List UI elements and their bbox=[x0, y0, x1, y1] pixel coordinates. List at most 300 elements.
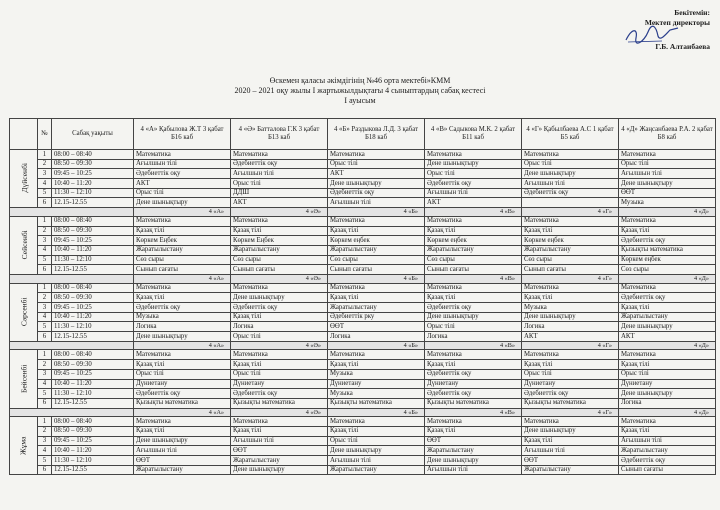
lesson-number: 3 bbox=[38, 369, 52, 379]
subject-cell: Жаратылыстану bbox=[522, 465, 619, 475]
lesson-number: 3 bbox=[38, 436, 52, 446]
subject-cell: Логика bbox=[425, 332, 522, 342]
table-row bbox=[10, 436, 716, 446]
day-cell bbox=[10, 417, 38, 475]
lesson-time: 10:40 – 11:20 bbox=[52, 379, 134, 389]
lesson-time: 09:45 – 10:25 bbox=[52, 236, 134, 246]
lesson-number: 3 bbox=[38, 236, 52, 246]
subject-cell: АКТ bbox=[522, 332, 619, 342]
subject-cell: Математика bbox=[522, 216, 619, 226]
table-row bbox=[10, 446, 716, 456]
table-row bbox=[10, 265, 716, 275]
subject-cell: Ағылшын тілі bbox=[134, 446, 231, 456]
lesson-number: 4 bbox=[38, 379, 52, 389]
day-cell bbox=[10, 350, 38, 408]
table-row bbox=[10, 226, 716, 236]
day-name: Сейсенбі bbox=[19, 230, 29, 260]
subject-cell: ӨӨТ bbox=[134, 456, 231, 466]
lesson-time: 11:30 – 12:10 bbox=[52, 322, 134, 332]
subject-cell: Қазақ тілі bbox=[619, 426, 716, 436]
lesson-time: 09:45 – 10:25 bbox=[52, 169, 134, 179]
subject-cell: Логика bbox=[231, 322, 328, 332]
subject-cell: Жаратылыстану bbox=[328, 303, 425, 313]
class-header-4v: 4 «В» Садыкова М.К. 2 қабат Б11 каб bbox=[425, 119, 522, 150]
subject-cell: Ағылшын тілі bbox=[134, 159, 231, 169]
subject-cell: Математика bbox=[231, 216, 328, 226]
subject-cell: Математика bbox=[522, 417, 619, 427]
separator-blank bbox=[10, 208, 134, 217]
lesson-number: 2 bbox=[38, 426, 52, 436]
subject-cell: Логика bbox=[328, 332, 425, 342]
lesson-time: 08:00 – 08:40 bbox=[52, 283, 134, 293]
subject-cell: Дене шынықтыру bbox=[619, 179, 716, 189]
lesson-number: 2 bbox=[38, 159, 52, 169]
class-header-4a: 4 «А» Қабылова Ж.Т 3 қабат Б16 каб bbox=[134, 119, 231, 150]
subject-cell: Математика bbox=[231, 350, 328, 360]
table-row bbox=[10, 312, 716, 322]
lesson-number: 5 bbox=[38, 389, 52, 399]
subject-cell: Дене шынықтыру bbox=[522, 169, 619, 179]
subject-cell: Ағылшын тілі bbox=[522, 446, 619, 456]
subject-cell: Қазақ тілі bbox=[328, 426, 425, 436]
separator-class-label: 4 «Д» bbox=[619, 208, 716, 217]
lesson-time: 12.15-12.55 bbox=[52, 465, 134, 475]
subject-cell: Дене шынықтыру bbox=[231, 465, 328, 475]
schedule-title: 2020 – 2021 оқу жылы I жартыжылдықтағы 4 сыныптардың сабақ кестесі bbox=[234, 86, 486, 95]
lesson-time: 08:00 – 08:40 bbox=[52, 417, 134, 427]
subject-cell: Ағылшын тілі bbox=[522, 179, 619, 189]
subject-cell: АКТ bbox=[619, 332, 716, 342]
subject-cell: ӨӨТ bbox=[619, 188, 716, 198]
subject-cell: Қызықты математика bbox=[425, 398, 522, 408]
subject-cell: Ағылшын тілі bbox=[425, 465, 522, 475]
day-cell bbox=[10, 283, 38, 341]
lesson-number: 6 bbox=[38, 398, 52, 408]
subject-cell: Қазақ тілі bbox=[425, 360, 522, 370]
subject-cell: Қызықты математика bbox=[522, 398, 619, 408]
subject-cell: Орыс тілі bbox=[425, 169, 522, 179]
approval-position: Мектеп директоры bbox=[644, 18, 710, 27]
subject-cell: Қазақ тілі bbox=[425, 226, 522, 236]
subject-cell: Дене шынықтыру bbox=[134, 332, 231, 342]
subject-cell: Математика bbox=[328, 283, 425, 293]
lesson-number: 1 bbox=[38, 216, 52, 226]
subject-cell: Ағылшын тілі bbox=[425, 188, 522, 198]
subject-cell: Музыка bbox=[134, 312, 231, 322]
lesson-time: 12.15-12.55 bbox=[52, 198, 134, 208]
subject-cell: Математика bbox=[619, 417, 716, 427]
day-cell bbox=[10, 150, 38, 208]
subject-cell: Математика bbox=[134, 150, 231, 160]
day-name: Дүйсенбі bbox=[19, 163, 29, 193]
schedule-table bbox=[9, 118, 716, 475]
subject-cell: АКТ bbox=[231, 198, 328, 208]
subject-cell: Дене шынықтыру bbox=[619, 389, 716, 399]
subject-cell: Ағылшын тілі bbox=[231, 169, 328, 179]
signature-mark bbox=[622, 24, 682, 46]
subject-cell: Қазақ тілі bbox=[231, 360, 328, 370]
class-separator-row bbox=[10, 408, 716, 417]
table-row bbox=[10, 150, 716, 160]
subject-cell: Математика bbox=[619, 216, 716, 226]
separator-class-label: 4 «Ә» bbox=[231, 408, 328, 417]
subject-cell: Әдебиеттік оқу bbox=[425, 303, 522, 313]
school-title: Өскемен қаласы әкімдігінің №46 орта мектебі»КММ bbox=[269, 76, 451, 85]
subject-cell: Дене шынықтыру bbox=[134, 198, 231, 208]
subject-cell: Орыс тілі bbox=[328, 436, 425, 446]
subject-cell: Орыс тілі bbox=[328, 159, 425, 169]
lesson-number: 2 bbox=[38, 293, 52, 303]
subject-cell: Математика bbox=[134, 417, 231, 427]
subject-cell: Ағылшын тілі bbox=[619, 436, 716, 446]
schedule-body bbox=[10, 150, 716, 475]
lesson-number: 2 bbox=[38, 226, 52, 236]
subject-cell: Сынып сағаты bbox=[134, 265, 231, 275]
subject-cell: Дене шынықтыру bbox=[522, 312, 619, 322]
num-header: № bbox=[38, 119, 52, 150]
separator-class-label: 4 «Г» bbox=[522, 274, 619, 283]
separator-class-label: 4 «Б» bbox=[328, 208, 425, 217]
subject-cell: Математика bbox=[522, 150, 619, 160]
subject-cell: Музыка bbox=[328, 389, 425, 399]
lesson-number: 1 bbox=[38, 283, 52, 293]
subject-cell: Орыс тілі bbox=[619, 369, 716, 379]
subject-cell: Математика bbox=[134, 350, 231, 360]
subject-cell: Математика bbox=[328, 216, 425, 226]
table-row bbox=[10, 426, 716, 436]
subject-cell: Жаратылыстану bbox=[134, 245, 231, 255]
lesson-time: 08:50 – 09:30 bbox=[52, 426, 134, 436]
lesson-number: 2 bbox=[38, 360, 52, 370]
subject-cell: Логика bbox=[619, 398, 716, 408]
table-row bbox=[10, 350, 716, 360]
subject-cell: Дене шынықтыру bbox=[619, 322, 716, 332]
subject-cell: Жаратылыстану bbox=[619, 312, 716, 322]
lesson-time: 09:45 – 10:25 bbox=[52, 369, 134, 379]
table-row bbox=[10, 188, 716, 198]
subject-cell: Қазақ тілі bbox=[522, 226, 619, 236]
lesson-number: 5 bbox=[38, 456, 52, 466]
subject-cell: Ағылшын тілі bbox=[619, 169, 716, 179]
separator-class-label: 4 «Ә» bbox=[231, 274, 328, 283]
table-row bbox=[10, 179, 716, 189]
separator-class-label: 4 «А» bbox=[134, 208, 231, 217]
subject-cell: Орыс тілі bbox=[425, 322, 522, 332]
table-row bbox=[10, 369, 716, 379]
separator-blank bbox=[10, 341, 134, 350]
table-row bbox=[10, 398, 716, 408]
lesson-time: 08:00 – 08:40 bbox=[52, 150, 134, 160]
subject-cell: ӨӨТ bbox=[328, 322, 425, 332]
subject-cell: Математика bbox=[134, 216, 231, 226]
lesson-number: 6 bbox=[38, 265, 52, 275]
subject-cell: Қазақ тілі bbox=[328, 226, 425, 236]
table-row bbox=[10, 159, 716, 169]
subject-cell: Сынып сағаты bbox=[231, 265, 328, 275]
subject-cell: Сөз сыры bbox=[425, 255, 522, 265]
subject-cell: Қызықты математика bbox=[619, 245, 716, 255]
table-row bbox=[10, 236, 716, 246]
separator-class-label: 4 «Ә» bbox=[231, 341, 328, 350]
subject-cell: Математика bbox=[522, 283, 619, 293]
subject-cell: Қазақ тілі bbox=[328, 293, 425, 303]
subject-cell: Музыка bbox=[328, 369, 425, 379]
subject-cell: Математика bbox=[231, 283, 328, 293]
subject-cell: Қазақ тілі bbox=[231, 226, 328, 236]
header-row bbox=[10, 119, 716, 150]
approval-title: Бекітемін: bbox=[674, 8, 710, 17]
lesson-number: 1 bbox=[38, 417, 52, 427]
subject-cell: Көркем еңбек bbox=[619, 255, 716, 265]
subject-cell: ДДШ bbox=[231, 188, 328, 198]
day-header bbox=[10, 119, 38, 150]
subject-cell: Көркем еңбек bbox=[425, 236, 522, 246]
subject-cell bbox=[522, 198, 619, 208]
separator-class-label: 4 «Г» bbox=[522, 341, 619, 350]
subject-cell: Қазақ тілі bbox=[328, 360, 425, 370]
class-header-4d: 4 «Д» Жаңсанбаева Р.А. 2 қабат Б8 каб bbox=[619, 119, 716, 150]
subject-cell: Жаратылыстану bbox=[328, 245, 425, 255]
separator-class-label: 4 «Б» bbox=[328, 341, 425, 350]
subject-cell: Дүниетану bbox=[522, 379, 619, 389]
subject-cell: Дене шынықтыру bbox=[231, 293, 328, 303]
subject-cell: Әдебиеттік оқу bbox=[231, 159, 328, 169]
lesson-time: 10:40 – 11:20 bbox=[52, 245, 134, 255]
lesson-number: 4 bbox=[38, 312, 52, 322]
subject-cell: Дене шынықтыру bbox=[328, 446, 425, 456]
subject-cell: Сынып сағаты bbox=[522, 265, 619, 275]
subject-cell: ӨӨТ bbox=[231, 446, 328, 456]
subject-cell: Қазақ тілі bbox=[619, 360, 716, 370]
subject-cell: Қазақ тілі bbox=[134, 293, 231, 303]
lesson-number: 5 bbox=[38, 188, 52, 198]
subject-cell: Математика bbox=[522, 350, 619, 360]
subject-cell: Математика bbox=[231, 150, 328, 160]
subject-cell: Әдебиеттік оқу bbox=[619, 236, 716, 246]
subject-cell: Қазақ тілі bbox=[134, 360, 231, 370]
subject-cell: Әдебиеттік оқу bbox=[425, 179, 522, 189]
separator-class-label: 4 «В» bbox=[425, 341, 522, 350]
lesson-time: 10:40 – 11:20 bbox=[52, 179, 134, 189]
subject-cell: Жаратылыстану bbox=[328, 465, 425, 475]
subject-cell: Орыс тілі bbox=[134, 188, 231, 198]
subject-cell: Орыс тілі bbox=[231, 179, 328, 189]
subject-cell: Дүниетану bbox=[619, 379, 716, 389]
class-header-4ae: 4 «Ә» Батталова Г.К 3 қабат Б13 каб bbox=[231, 119, 328, 150]
subject-cell: Әдебиеттік оқу bbox=[231, 303, 328, 313]
subject-cell: Әдебиеттік оқу bbox=[522, 389, 619, 399]
subject-cell: Математика bbox=[425, 417, 522, 427]
day-name: Сәрсенбі bbox=[19, 297, 29, 327]
subject-cell: ӨӨТ bbox=[425, 436, 522, 446]
approval-name: Г.Б. Алтаибаева bbox=[655, 42, 710, 51]
table-row bbox=[10, 360, 716, 370]
subject-cell: Жаратылыстану bbox=[231, 245, 328, 255]
subject-cell: Қазақ тілі bbox=[231, 426, 328, 436]
subject-cell: Математика bbox=[425, 283, 522, 293]
table-row bbox=[10, 283, 716, 293]
class-separator-row bbox=[10, 274, 716, 283]
subject-cell: Математика bbox=[231, 417, 328, 427]
lesson-number: 4 bbox=[38, 446, 52, 456]
table-row bbox=[10, 417, 716, 427]
lesson-time: 08:50 – 09:30 bbox=[52, 226, 134, 236]
subject-cell: Қазақ тілі bbox=[522, 360, 619, 370]
subject-cell: Математика bbox=[619, 150, 716, 160]
subject-cell: Әдебиеттік оқу bbox=[619, 293, 716, 303]
lesson-time: 09:45 – 10:25 bbox=[52, 436, 134, 446]
separator-class-label: 4 «Д» bbox=[619, 274, 716, 283]
signature-line bbox=[580, 28, 710, 42]
approval-block bbox=[580, 8, 710, 52]
lesson-time: 12.15-12.55 bbox=[52, 398, 134, 408]
table-row bbox=[10, 465, 716, 475]
table-row bbox=[10, 332, 716, 342]
subject-cell: Әдебиеттік оқу bbox=[134, 169, 231, 179]
table-row bbox=[10, 379, 716, 389]
subject-cell: АКТ bbox=[328, 169, 425, 179]
class-header-4b: 4 «Б» Раздыкова Л.Д. 3 қабат Б18 каб bbox=[328, 119, 425, 150]
subject-cell: Орыс тілі bbox=[231, 332, 328, 342]
table-row bbox=[10, 389, 716, 399]
class-separator-row bbox=[10, 208, 716, 217]
subject-cell: ӨӨТ bbox=[522, 456, 619, 466]
separator-class-label: 4 «Г» bbox=[522, 408, 619, 417]
day-name: Жұма bbox=[18, 436, 28, 455]
subject-cell: Көркем еңбек bbox=[522, 236, 619, 246]
subject-cell: Сөз сыры bbox=[231, 255, 328, 265]
separator-class-label: 4 «В» bbox=[425, 274, 522, 283]
subject-cell: Қазақ тілі bbox=[522, 436, 619, 446]
subject-cell: Қазақ тілі bbox=[425, 426, 522, 436]
lesson-number: 5 bbox=[38, 322, 52, 332]
table-row bbox=[10, 169, 716, 179]
lesson-time: 08:00 – 08:40 bbox=[52, 216, 134, 226]
subject-cell: Дене шынықтыру bbox=[522, 426, 619, 436]
subject-cell: Дене шынықтыру bbox=[425, 312, 522, 322]
separator-class-label: 4 «Д» bbox=[619, 341, 716, 350]
subject-cell: Қазақ тілі bbox=[134, 426, 231, 436]
lesson-time: 08:50 – 09:30 bbox=[52, 293, 134, 303]
subject-cell: Дене шынықтыру bbox=[328, 179, 425, 189]
subject-cell: Сөз сыры bbox=[134, 255, 231, 265]
subject-cell: Қызықты математика bbox=[134, 398, 231, 408]
lesson-number: 3 bbox=[38, 303, 52, 313]
lesson-time: 11:30 – 12:10 bbox=[52, 389, 134, 399]
subject-cell: Математика bbox=[425, 216, 522, 226]
subject-cell: Математика bbox=[134, 283, 231, 293]
lesson-time: 08:00 – 08:40 bbox=[52, 350, 134, 360]
subject-cell: Қызықты математика bbox=[231, 398, 328, 408]
lesson-number: 6 bbox=[38, 465, 52, 475]
separator-class-label: 4 «А» bbox=[134, 341, 231, 350]
subject-cell: Әдебиеттік оқу bbox=[231, 389, 328, 399]
subject-cell: Әдебиеттік оқу bbox=[425, 369, 522, 379]
subject-cell: Жаратылыстану bbox=[425, 245, 522, 255]
subject-cell: Жаратылыстану bbox=[619, 446, 716, 456]
lesson-number: 4 bbox=[38, 179, 52, 189]
day-cell bbox=[10, 216, 38, 274]
lesson-time: 09:45 – 10:25 bbox=[52, 303, 134, 313]
table-row bbox=[10, 303, 716, 313]
time-header: Сабақ уақыты bbox=[52, 119, 134, 150]
subject-cell: Математика bbox=[328, 417, 425, 427]
lesson-number: 6 bbox=[38, 198, 52, 208]
subject-cell: Жаратылыстану bbox=[231, 456, 328, 466]
lesson-number: 3 bbox=[38, 169, 52, 179]
subject-cell: Логика bbox=[522, 322, 619, 332]
lesson-number: 5 bbox=[38, 255, 52, 265]
lesson-number: 6 bbox=[38, 332, 52, 342]
subject-cell: Математика bbox=[328, 150, 425, 160]
subject-cell: АКТ bbox=[425, 198, 522, 208]
subject-cell: Орыс тілі bbox=[231, 369, 328, 379]
lesson-time: 11:30 – 12:10 bbox=[52, 456, 134, 466]
lesson-number: 4 bbox=[38, 245, 52, 255]
subject-cell: Дене шынықтыру bbox=[134, 436, 231, 446]
subject-cell: Дене шынықтыру bbox=[425, 456, 522, 466]
separator-class-label: 4 «Ә» bbox=[231, 208, 328, 217]
subject-cell: Әдебиеттік рку bbox=[328, 312, 425, 322]
subject-cell: Көркем Еңбек bbox=[231, 236, 328, 246]
subject-cell: Әдебиеттік оқу bbox=[425, 389, 522, 399]
table-row bbox=[10, 255, 716, 265]
subject-cell: Ағылшын тілі bbox=[328, 456, 425, 466]
separator-class-label: 4 «А» bbox=[134, 408, 231, 417]
subject-cell: Қазақ тілі bbox=[619, 226, 716, 236]
subject-cell: Сынып сағаты bbox=[328, 265, 425, 275]
lesson-time: 08:50 – 09:30 bbox=[52, 159, 134, 169]
lesson-number: 1 bbox=[38, 150, 52, 160]
subject-cell: Ағылшын тілі bbox=[328, 198, 425, 208]
subject-cell: АКТ bbox=[134, 179, 231, 189]
subject-cell: Көркем еңбек bbox=[328, 236, 425, 246]
separator-class-label: 4 «В» bbox=[425, 408, 522, 417]
subject-cell: Математика bbox=[619, 283, 716, 293]
subject-cell: Қазақ тілі bbox=[134, 226, 231, 236]
subject-cell: Музыка bbox=[619, 198, 716, 208]
lesson-time: 10:40 – 11:20 bbox=[52, 446, 134, 456]
subject-cell: Математика bbox=[328, 350, 425, 360]
subject-cell: Жаратылыстану bbox=[522, 245, 619, 255]
subject-cell: Сөз сыры bbox=[522, 255, 619, 265]
separator-blank bbox=[10, 408, 134, 417]
subject-cell: Қазақ тілі bbox=[231, 312, 328, 322]
subject-cell: Музыка bbox=[522, 303, 619, 313]
subject-cell: Әдебиеттік оқу bbox=[522, 188, 619, 198]
subject-cell: Орыс тілі bbox=[619, 159, 716, 169]
class-separator-row bbox=[10, 341, 716, 350]
shift-label: I ауысым bbox=[344, 96, 376, 105]
subject-cell: Жаратылыстану bbox=[425, 446, 522, 456]
subject-cell: Математика bbox=[425, 350, 522, 360]
subject-cell: Дүниетану bbox=[134, 379, 231, 389]
subject-cell: Жаратылыстану bbox=[134, 465, 231, 475]
subject-cell: Қазақ тілі bbox=[522, 293, 619, 303]
subject-cell: Әдебиеттік оқу bbox=[328, 188, 425, 198]
subject-cell: Дене шынықтыру bbox=[425, 159, 522, 169]
lesson-time: 12.15-12.55 bbox=[52, 332, 134, 342]
separator-blank bbox=[10, 274, 134, 283]
lesson-time: 10:40 – 11:20 bbox=[52, 312, 134, 322]
lesson-time: 12.15-12.55 bbox=[52, 265, 134, 275]
lesson-time: 11:30 – 12:10 bbox=[52, 255, 134, 265]
subject-cell: Қазақ тілі bbox=[425, 293, 522, 303]
separator-class-label: 4 «Г» bbox=[522, 208, 619, 217]
subject-cell: Орыс тілі bbox=[522, 369, 619, 379]
table-row bbox=[10, 293, 716, 303]
subject-cell: Дүниетану bbox=[425, 379, 522, 389]
